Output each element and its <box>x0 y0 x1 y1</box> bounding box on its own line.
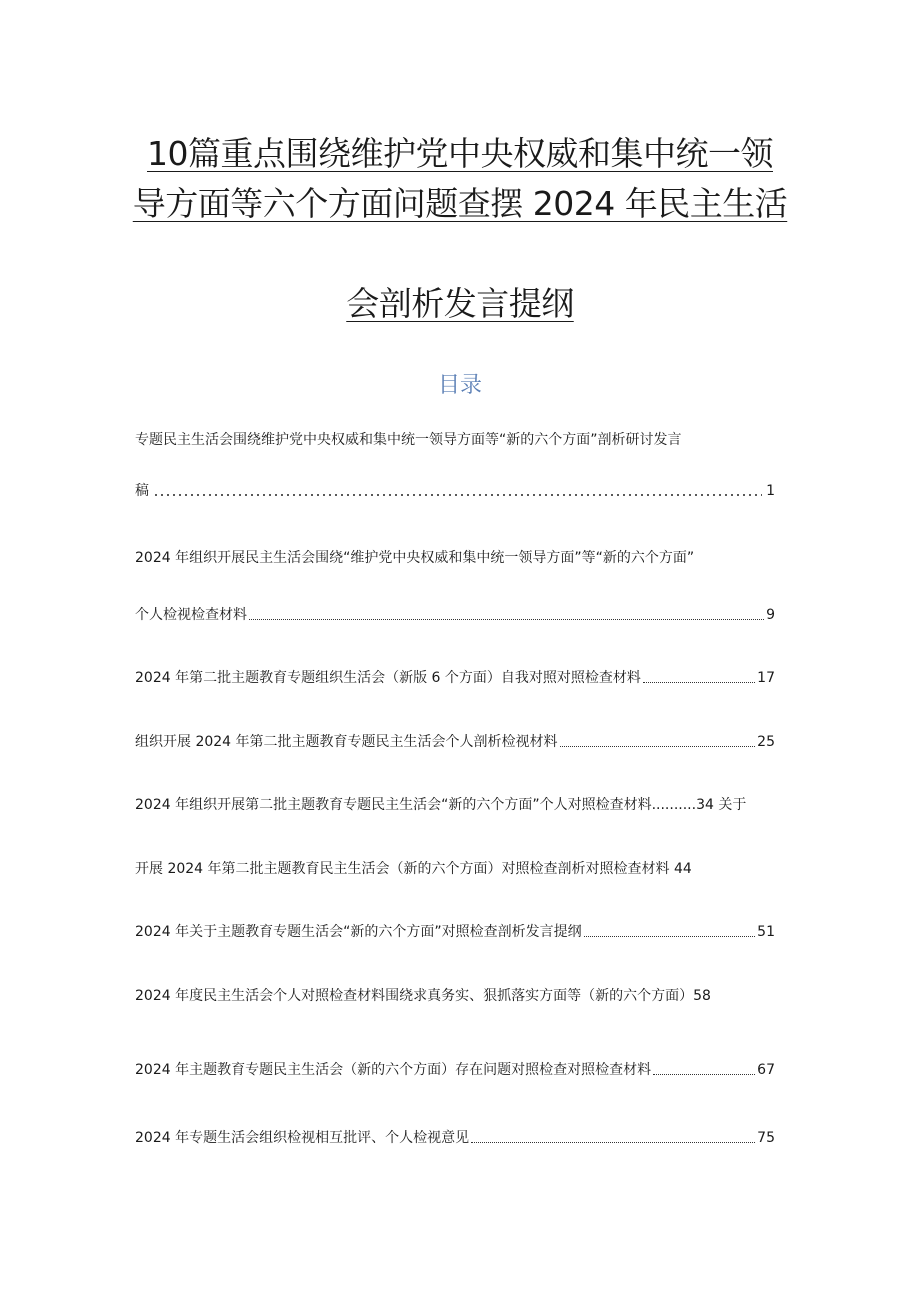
toc-entry-label: 2024 年主题教育专题民主生活会（新的六个方面）存在问题对照检查对照检查材料 <box>135 1062 652 1078</box>
toc-entry-6[interactable]: 开展 2024 年第二批主题教育民主生活会（新的六个方面）对照检查剖析对照检查材料 44 <box>135 861 692 877</box>
document-title-line-2: 导方面等六个方面问题查摆 2024 年民主生活 <box>132 184 788 223</box>
dot-leader <box>469 1129 757 1147</box>
toc-entry-3[interactable] <box>135 669 775 687</box>
toc-entry-label: 个人检视检查材料 <box>135 607 247 623</box>
toc-entry-10[interactable] <box>135 1129 775 1147</box>
toc-entry-4[interactable] <box>135 733 775 751</box>
dot-leader <box>247 606 766 624</box>
toc-entry-2-line-1[interactable]: 2024 年组织开展民主生活会围绕“维护党中央权威和集中统一领导方面”等“新的六个方面” <box>135 550 695 566</box>
toc-page-number: 67 <box>757 1062 775 1078</box>
toc-entry-1-line-2[interactable] <box>135 482 775 500</box>
toc-page-number: 75 <box>757 1130 775 1146</box>
dot-leader <box>558 733 758 751</box>
toc-entry-label: 组织开展 2024 年第二批主题教育专题民主生活会个人剖析检视材料 <box>135 734 558 750</box>
toc-entry-9[interactable] <box>135 1061 775 1079</box>
toc-entry-7[interactable] <box>135 923 775 941</box>
toc-page-number: 51 <box>757 924 775 940</box>
document-title-line-3: 会剖析发言提纲 <box>346 284 574 323</box>
toc-entry-5[interactable]: 2024 年组织开展第二批主题教育专题民主生活会“新的六个方面”个人对照检查材料..........34 关于 <box>135 797 747 813</box>
dot-leader <box>651 1061 757 1079</box>
toc-page-number: 1 <box>766 483 775 499</box>
toc-entry-label: 稿 <box>135 483 149 499</box>
dot-leader <box>149 482 766 500</box>
toc-entry-label: 2024 年关于主题教育专题生活会“新的六个方面”对照检查剖析发言提纲 <box>135 924 582 940</box>
dot-leader <box>582 923 758 941</box>
toc-entry-label: 2024 年第二批主题教育专题组织生活会（新版 6 个方面）自我对照对照检查材料 <box>135 670 641 686</box>
dot-leader <box>641 669 757 687</box>
toc-entry-label: 2024 年专题生活会组织检视相互批评、个人检视意见 <box>135 1130 470 1146</box>
toc-entry-2-line-2[interactable] <box>135 606 775 624</box>
toc-heading: 目录 <box>437 373 482 398</box>
toc-page-number: 17 <box>757 670 775 686</box>
document-title-line-1: 10篇重点围绕维护党中央权威和集中统一领 <box>147 134 773 173</box>
toc-entry-1-line-1[interactable]: 专题民主生活会围绕维护党中央权威和集中统一领导方面等“新的六个方面”剖析研讨发言 <box>135 432 682 448</box>
toc-entry-8[interactable]: 2024 年度民主生活会个人对照检查材料围绕求真务实、狠抓落实方面等（新的六个方面）58 <box>135 988 711 1004</box>
toc-page-number: 9 <box>766 607 775 623</box>
toc-page-number: 25 <box>757 734 775 750</box>
